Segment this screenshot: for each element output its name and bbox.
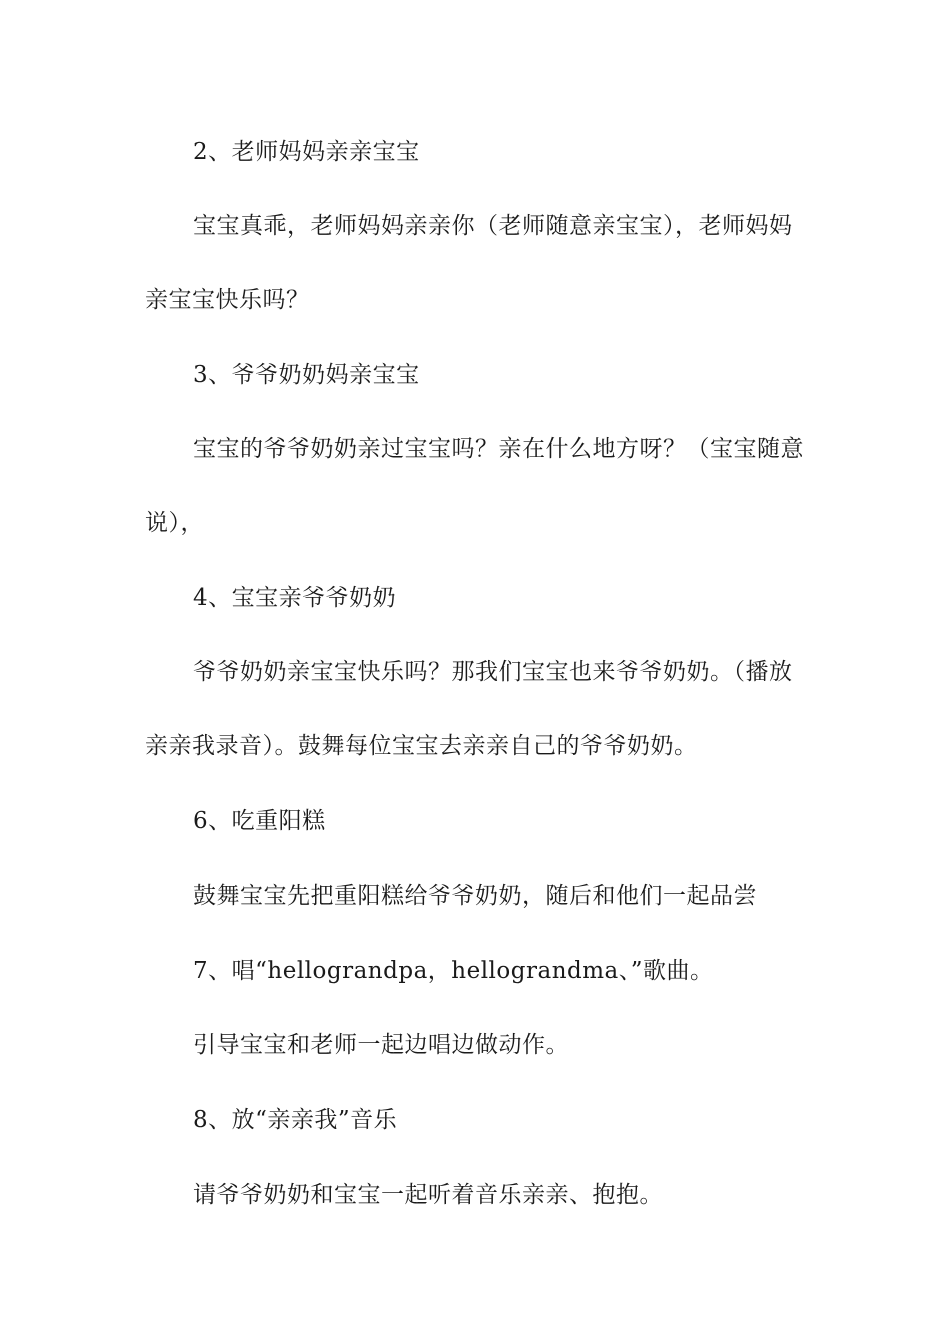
section-heading-2: 2、老师妈妈亲亲宝宝 <box>193 139 420 165</box>
paragraph-music-hug: 请爷爷奶奶和宝宝一起听着音乐亲亲、抱抱。 <box>193 1182 663 1208</box>
section-heading-8: 8、放“亲亲我”音乐 <box>193 1107 398 1133</box>
section-heading-7: 7、唱“hellograndpa，hellograndma、”歌曲。 <box>193 958 714 984</box>
paragraph-chongyang-cake: 鼓舞宝宝先把重阳糕给爷爷奶奶，随后和他们一起品尝 <box>193 883 757 909</box>
paragraph-sing-together: 引导宝宝和老师一起边唱边做动作。 <box>193 1032 569 1058</box>
paragraph-grandparents-question: 宝宝的爷爷奶奶亲过宝宝吗？亲在什么地方呀？（宝宝随意说）， <box>145 436 804 536</box>
paragraph-kiss-grandparents: 爷爷奶奶亲宝宝快乐吗？那我们宝宝也来爷爷奶奶。（播放亲亲我录音）。鼓舞每位宝宝去亲亲自己的爷爷奶奶。 <box>145 659 793 759</box>
paragraph-teacher-kiss: 宝宝真乖，老师妈妈亲亲你（老师随意亲宝宝），老师妈妈亲宝宝快乐吗？ <box>145 213 793 313</box>
section-heading-3: 3、爷爷奶奶妈亲宝宝 <box>193 362 420 388</box>
section-heading-4: 4、宝宝亲爷爷奶奶 <box>193 585 397 611</box>
section-heading-6: 6、吃重阳糕 <box>193 808 326 834</box>
